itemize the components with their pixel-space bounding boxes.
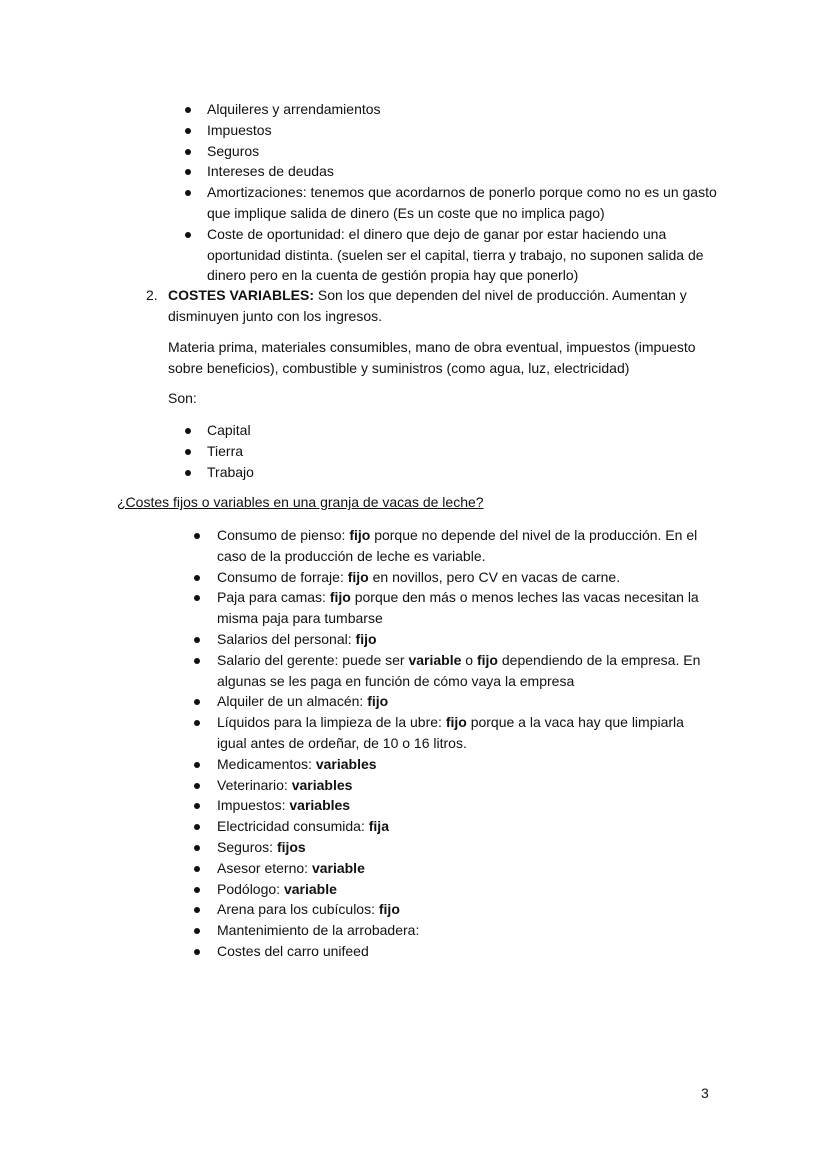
list-item-text: Intereses de deudas — [207, 163, 334, 180]
item-classification: fijo — [329, 589, 351, 606]
fixed-costs-list — [207, 99, 727, 286]
item-note: en novillos, pero CV en vacas de carne. — [368, 568, 621, 585]
item-label: Salarios del personal: — [217, 630, 356, 647]
list-item — [207, 161, 727, 182]
item-label: Asesor eterno: — [217, 859, 312, 876]
item-label: Veterinario: — [217, 776, 292, 793]
bullet-icon — [194, 762, 200, 768]
list-item — [207, 420, 507, 441]
bullet-icon — [194, 658, 200, 664]
bullet-icon — [185, 169, 191, 175]
list-item-text: Alquileres y arrendamientos — [207, 101, 381, 117]
bullet-icon — [194, 928, 200, 934]
item-classification: variables — [291, 776, 353, 793]
item-classification: variable — [311, 859, 365, 876]
list-item-text: Amortizaciones: tenemos que acordarnos de ponerlo porque como no es un gasto que implique salida de dinero (Es un coste que no implica pago) — [207, 184, 717, 221]
farm-costs-list — [217, 525, 717, 962]
list-item — [207, 224, 727, 286]
list-item — [217, 754, 717, 775]
list-item-text: Seguros — [207, 142, 260, 159]
bullet-icon — [194, 866, 200, 872]
bullet-icon — [194, 949, 200, 955]
bullet-icon — [185, 128, 191, 134]
bullet-icon — [194, 824, 200, 830]
item-label: Seguros: — [217, 838, 277, 855]
list-item — [217, 920, 717, 941]
item-label: Mantenimiento de la arrobadera: — [217, 922, 420, 939]
list-item — [217, 587, 717, 629]
list-item — [217, 567, 717, 588]
item-note: porque den más o menos leches las vacas necesitan la misma paja para tumbarse — [217, 589, 699, 627]
item-classification: fija — [368, 818, 389, 835]
item-number: 2. — [146, 287, 158, 303]
bullet-icon — [194, 595, 200, 601]
item-label: Medicamentos: — [217, 755, 316, 772]
list-item — [207, 441, 507, 462]
list-item — [217, 795, 717, 816]
item-label: Alquiler de un almacén: — [217, 693, 368, 710]
bullet-icon — [194, 887, 200, 893]
bullet-icon — [185, 428, 191, 434]
item-label: Costes del carro unifeed — [217, 942, 369, 959]
bullet-icon — [194, 907, 200, 913]
list-item — [217, 775, 717, 796]
item-connector: o — [461, 651, 477, 668]
item-label: Electricidad consumida: — [217, 818, 369, 835]
item-classification: variable — [283, 880, 337, 897]
variable-costs-text — [168, 285, 706, 327]
item-classification: variable — [408, 651, 462, 668]
bullet-icon — [194, 637, 200, 643]
list-item — [207, 120, 727, 141]
list-item — [217, 712, 717, 754]
item-label: Líquidos para la limpieza de la ubre: — [217, 714, 446, 731]
item-note: porque a la vaca hay que limpiarla igual antes de ordeñar, de 10 o 16 litros. — [217, 714, 684, 751]
item-label: Paja para camas: — [217, 589, 330, 606]
son-label: Son: — [168, 390, 197, 406]
list-item-text: Impuestos — [207, 121, 272, 138]
item-note: dependiendo de la empresa. En algunas se les paga en función de cómo vaya la empresa — [217, 651, 701, 689]
list-item-text: Capital — [207, 422, 251, 438]
item-classification: fijos — [276, 838, 306, 855]
item-classification: fijo — [367, 693, 389, 710]
list-item — [217, 837, 717, 858]
bullet-icon — [185, 149, 191, 155]
bullet-icon — [194, 845, 200, 851]
item-note: porque no depende del nivel de la producción. En el caso de la producción de leche es variable. — [217, 527, 698, 564]
item-classification: fijo — [445, 714, 467, 731]
item-label: Impuestos: — [217, 797, 290, 814]
list-item — [207, 462, 507, 483]
question-heading: ¿Costes fijos o variables en una granja de vacas de leche? — [117, 494, 484, 510]
bullet-icon — [194, 699, 200, 705]
list-item — [217, 858, 717, 879]
bullet-icon — [194, 533, 200, 539]
bullet-icon — [194, 783, 200, 789]
list-item-text: Coste de oportunidad: el dinero que dejo de ganar por estar haciendo una oportunidad distinta. (suelen ser el capital, tierra y trabajo, no suponen salida de dinero pero en la cuenta de gestión propia hay que ponerlo) — [207, 225, 704, 284]
item-classification: variables — [315, 755, 377, 772]
bullet-icon — [185, 232, 191, 238]
item-label: Consumo de forraje: — [217, 568, 348, 585]
item-classification: fijo — [355, 630, 377, 647]
list-item — [217, 650, 717, 692]
item-label: Arena para los cubículos: — [217, 901, 379, 918]
list-item — [217, 879, 717, 900]
factors-list — [207, 420, 507, 482]
list-item-text: Trabajo — [207, 463, 254, 480]
item-classification-alt: fijo — [476, 651, 498, 668]
bullet-icon — [185, 449, 191, 455]
list-item — [217, 941, 717, 962]
variable-costs-heading: COSTES VARIABLES: — [168, 287, 314, 303]
bullet-icon — [185, 470, 191, 476]
item-classification: variables — [289, 797, 351, 814]
list-item — [207, 182, 727, 224]
item-label: Consumo de pienso: — [217, 527, 350, 543]
bullet-icon — [194, 803, 200, 809]
item-classification: fijo — [347, 568, 369, 585]
list-item — [207, 99, 727, 120]
item-label: Salario del gerente: puede ser — [217, 651, 409, 668]
bullet-icon — [194, 720, 200, 726]
list-item — [217, 899, 717, 920]
item-classification: fijo — [349, 527, 371, 543]
bullet-icon — [185, 190, 191, 196]
list-item — [217, 525, 717, 567]
list-item-text: Tierra — [207, 442, 244, 459]
bullet-icon — [185, 107, 191, 113]
list-item — [217, 816, 717, 837]
page-number: 3 — [701, 1085, 709, 1101]
list-item — [217, 629, 717, 650]
variable-costs-definition: Son los que dependen del nivel de producción. Aumentan y disminuyen junto con los ingresos. — [168, 287, 687, 324]
item-label: Podólogo: — [217, 880, 284, 897]
bullet-icon — [194, 575, 200, 581]
list-item — [207, 141, 727, 162]
variable-costs-item — [146, 285, 706, 327]
variable-costs-examples: Materia prima, materiales consumibles, mano de obra eventual, impuestos (impuesto sobre beneficios), combustible y suministros (como agua, luz, electricidad) — [168, 339, 696, 376]
item-classification: fijo — [378, 901, 400, 918]
list-item — [217, 691, 717, 712]
